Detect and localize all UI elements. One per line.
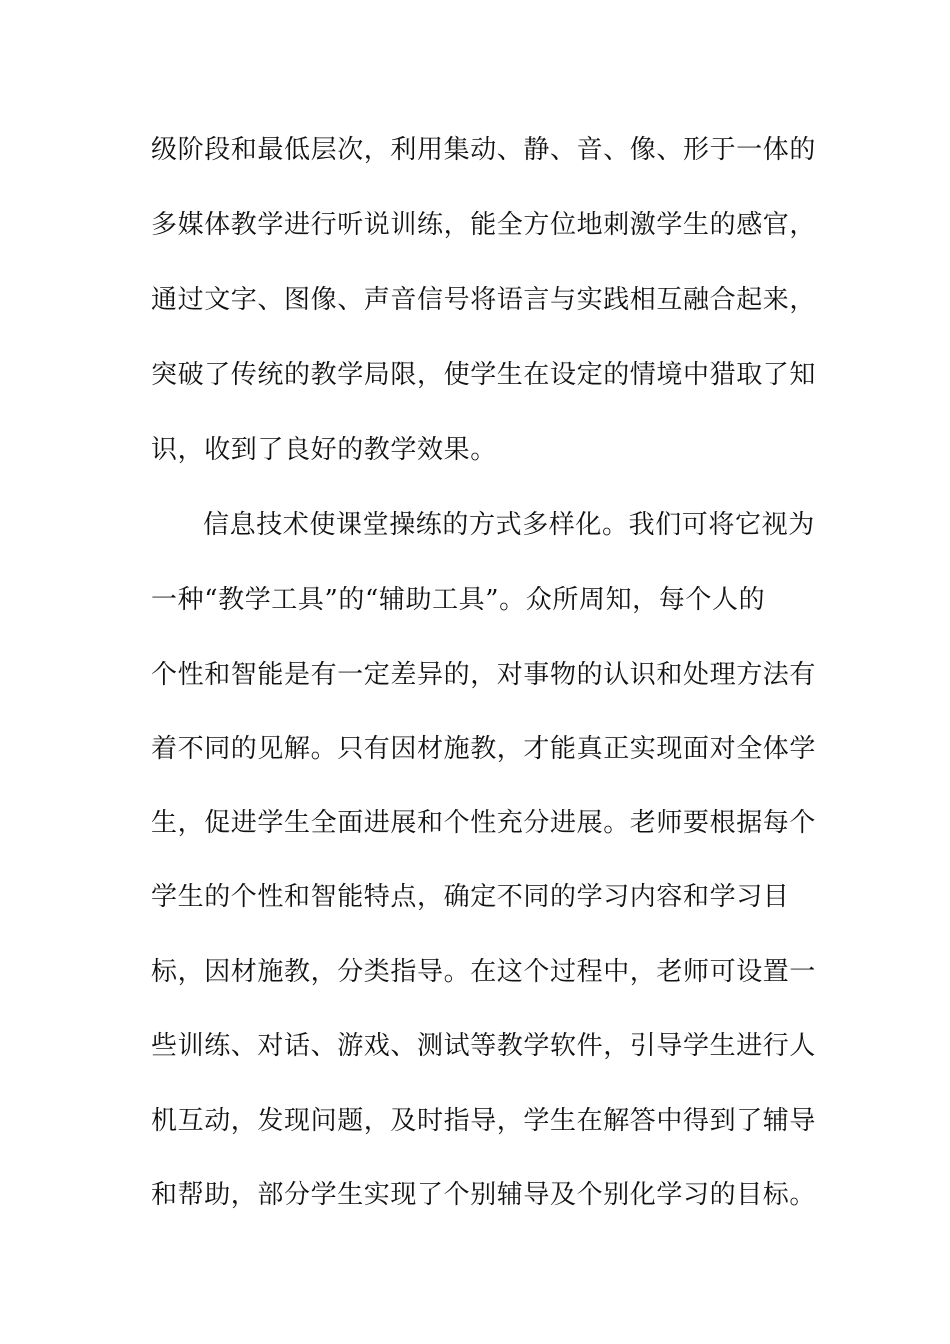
text-line: 通过文字、图像、声音信号将语言与实践相互融合起来， bbox=[151, 285, 817, 315]
text-line: 些训练、对话、游戏、测试等教学软件，引导学生进行人 bbox=[151, 1031, 817, 1061]
paragraph-first-line: 信息技术使课堂操练的方式多样化。我们可将它视为 bbox=[203, 510, 815, 540]
text-line: 着不同的见解。只有因材施教，才能真正实现面对全体学 bbox=[151, 734, 817, 764]
text-line: 个性和智能是有一定差异的，对事物的认识和处理方法有 bbox=[151, 660, 817, 690]
text-line: 识，收到了良好的教学效果。 bbox=[151, 435, 497, 465]
text-line: 机互动，发现问题，及时指导，学生在解答中得到了辅导 bbox=[151, 1106, 817, 1136]
text-line: 生，促进学生全面进展和个性充分进展。老师要根据每个 bbox=[151, 808, 817, 838]
text-line: 一种“教学工具”的“辅助工具”。众所周知，每个人的 bbox=[151, 585, 766, 615]
text-line: 和帮助，部分学生实现了个别辅导及个别化学习的目标。 bbox=[151, 1180, 817, 1210]
text-line: 突破了传统的教学局限，使学生在设定的情境中猎取了知 bbox=[151, 360, 817, 390]
text-line: 多媒体教学进行听说训练，能全方位地刺激学生的感官， bbox=[151, 210, 817, 240]
text-line: 级阶段和最低层次，利用集动、静、音、像、形于一体的 bbox=[151, 135, 817, 165]
text-line: 标，因材施教，分类指导。在这个过程中，老师可设置一 bbox=[151, 957, 817, 987]
text-line: 学生的个性和智能特点，确定不同的学习内容和学习目 bbox=[151, 882, 790, 912]
